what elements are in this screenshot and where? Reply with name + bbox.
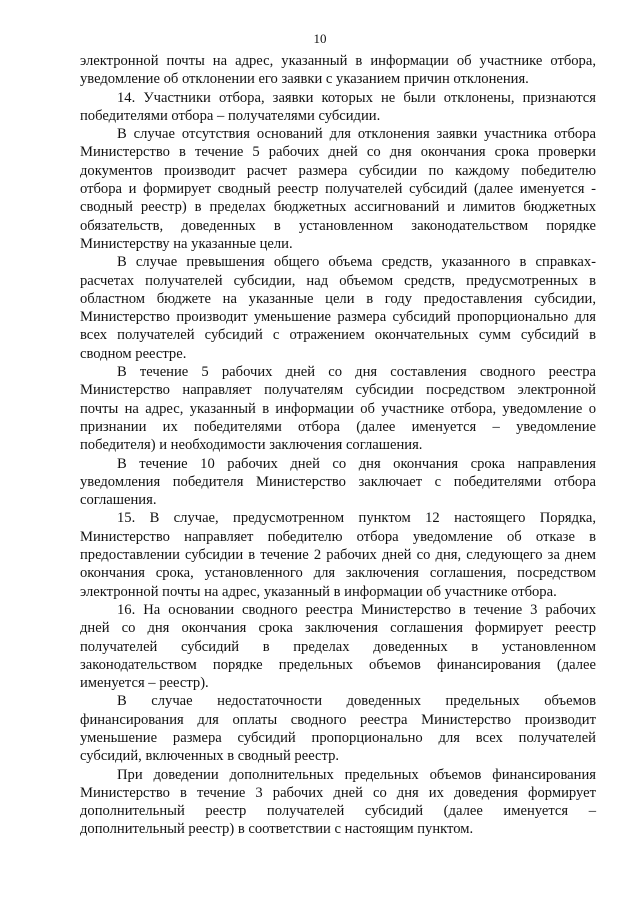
text-line: дополнительный реестр) в соответствии с настоящим пунктом.	[80, 821, 474, 838]
text-line: В течение 10 рабочих дней со дня окончания срока направления	[117, 455, 596, 472]
text-line: победителя) и необходимости заключения соглашения.	[80, 437, 423, 454]
text-line: 16. На основании сводного реестра Министерство в течение 3 рабочих	[117, 601, 596, 618]
paragraph	[80, 455, 596, 510]
text-line: В случае отсутствия оснований для отклонения заявки участника отбора	[117, 126, 596, 143]
text-line: Министерство направляет победителю отбора уведомление об отказе в	[80, 528, 596, 545]
paragraph	[80, 363, 596, 454]
paragraph	[80, 89, 596, 126]
text-line: В случае недостаточности доведенных предельных объемов	[117, 693, 596, 710]
document-body	[80, 52, 596, 839]
paragraph	[80, 509, 596, 600]
text-line: получателей субсидий в пределах доведенных в установленном	[80, 638, 596, 655]
text-line: окончания срока, установленного для заключения соглашения, посредством	[80, 565, 596, 582]
text-line: электронной почты на адрес, указанный в информации об участнике отбора,	[80, 53, 596, 69]
page-number: 10	[313, 31, 327, 46]
text-line: сводный реестр) в пределах бюджетных ассигнований и лимитов бюджетных	[80, 199, 596, 216]
text-line: законодательством порядке предельных объемов финансирования (далее	[80, 656, 596, 673]
text-line: признании их победителями отбора (далее именуется – уведомление	[80, 418, 596, 435]
text-line: уменьшение размера субсидий пропорционально для всех получателей	[80, 729, 596, 746]
paragraph	[80, 52, 596, 89]
paragraph	[80, 766, 596, 839]
text-line: расчетах получателей субсидии, над объемом средств, предусмотренных в	[80, 272, 596, 289]
text-line: электронной почты на адрес, указанный в информации об участнике отбора.	[80, 583, 557, 600]
text-line: отбора и формирует сводный реестр получателей субсидий (далее именуется -	[80, 181, 596, 198]
text-line: Министерство направляет получателям субсидии посредством электронной	[80, 382, 596, 399]
text-line: дней со дня окончания срока заключения соглашения формирует реестр	[80, 620, 596, 637]
text-line: Министерство в течение 3 рабочих дней со дня их доведения формирует	[80, 784, 596, 801]
text-line: документов производит расчет размера субсидии по каждому победителю	[80, 162, 596, 179]
text-line: Министерство в течение 5 рабочих дней со дня окончания срока проверки	[80, 144, 596, 161]
text-line: уведомления победителя Министерство заключает с победителями отбора	[80, 473, 596, 490]
text-line: предоставлении субсидии в течение 2 рабочих дней со дня, следующего за днем	[80, 547, 596, 564]
text-line: именуется – реестр).	[80, 675, 209, 692]
text-line: победителями отбора – получателями субсидии.	[80, 107, 381, 124]
text-line: всех получателей субсидий с отражением окончательных сумм субсидий в	[80, 327, 596, 344]
text-line: В течение 5 рабочих дней со дня составления сводного реестра	[117, 364, 596, 381]
paragraph	[80, 692, 596, 765]
text-line: Министерство производит уменьшение размера субсидий пропорционально для	[80, 309, 596, 326]
text-line: почты на адрес, указанный в информации об участнике отбора, уведомление о	[80, 400, 596, 417]
text-line: сводном реестре.	[80, 345, 187, 362]
paragraph	[80, 253, 596, 363]
text-line: 14. Участники отбора, заявки которых не были отклонены, признаются	[117, 89, 596, 106]
text-line: субсидий, включенных в сводный реестр.	[80, 748, 340, 765]
text-line: обязательств, доведенных в установленном законодательством порядке	[80, 217, 596, 234]
text-line: уведомление об отклонении его заявки с указанием причин отклонения.	[80, 71, 529, 88]
text-line: В случае превышения общего объема средств, указанного в справках-	[117, 254, 596, 271]
text-line: дополнительный реестр получателей субсидий (далее именуется –	[80, 803, 596, 820]
text-line: 15. В случае, предусмотренном пунктом 12 настоящего Порядка,	[117, 510, 596, 527]
paragraph	[80, 125, 596, 253]
text-line: Министерству на указанные цели.	[80, 235, 293, 252]
text-line: финансирования для оплаты сводного реестра Министерство производит	[80, 711, 596, 728]
text-line: При доведении дополнительных предельных объемов финансирования	[117, 766, 596, 783]
text-line: соглашения.	[80, 492, 157, 509]
paragraph	[80, 601, 596, 692]
text-line: областном бюджете на указанные цели в году предоставления субсидии,	[80, 290, 596, 307]
